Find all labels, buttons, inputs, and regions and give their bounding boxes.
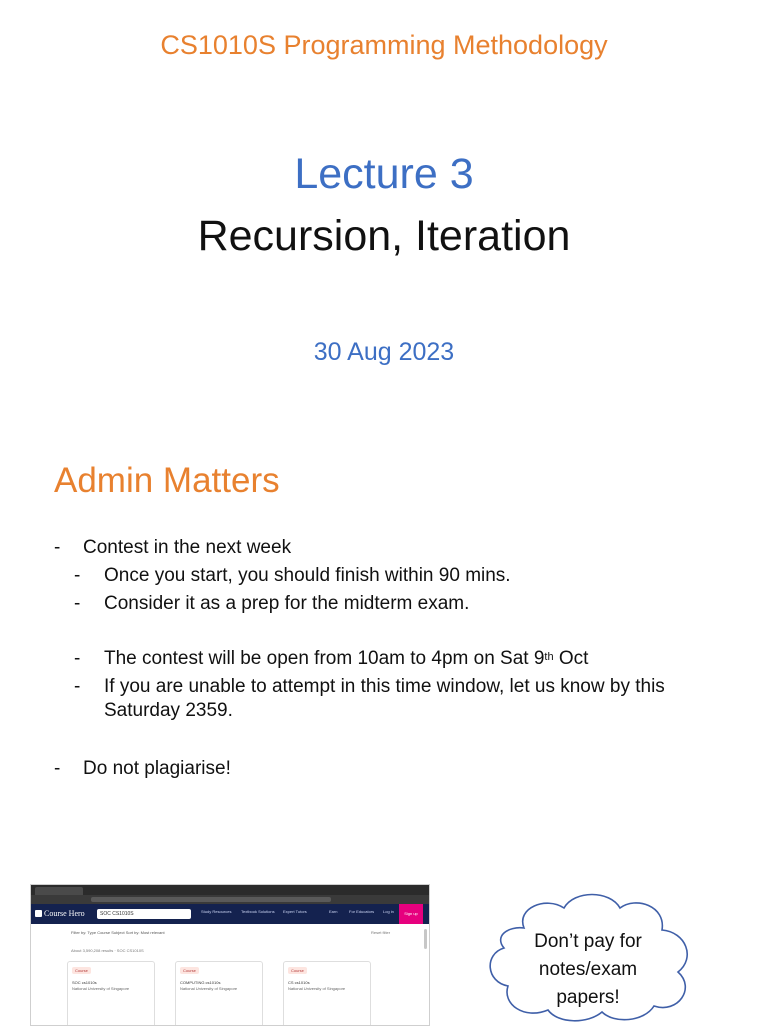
- bullet-open-window: [74, 647, 724, 671]
- result-card: [283, 961, 371, 1026]
- bullet-dash: -: [74, 593, 81, 614]
- card-title: COMPUTING cs1010s: [180, 980, 221, 985]
- screenshot-scrollbar: [424, 929, 427, 949]
- bullet-text: Contest in the next week: [83, 537, 292, 558]
- filter-label: Filter by:: [71, 930, 87, 935]
- bullet-plagiarise: [54, 757, 734, 781]
- site-navbar: [31, 904, 429, 924]
- bullet-text: Consider it as a prep for the midterm exam.: [104, 593, 470, 614]
- card-title: CS cs1010s: [288, 980, 310, 985]
- card-university: National University of Singapore: [180, 986, 238, 991]
- bullet-contest: [54, 536, 734, 560]
- admin-heading: Admin Matters: [54, 461, 280, 500]
- open-text-pre: The contest will be open from 10am to 4pm on Sat 9: [104, 648, 545, 669]
- result-card: [175, 961, 263, 1026]
- bullet-dash: -: [74, 565, 81, 586]
- bullet-prep: [74, 592, 724, 616]
- sort-value: Most relevant: [140, 930, 165, 935]
- cloud-message: [488, 928, 688, 1012]
- bullet-text: If you are unable to attempt in this time window, let us know by this Saturday 2359.: [104, 676, 665, 721]
- coursehero-logo-icon: [35, 910, 42, 917]
- card-university: National University of Singapore: [72, 986, 130, 991]
- card-university: National University of Singapore: [288, 986, 346, 991]
- ordinal-suffix: th: [544, 651, 554, 663]
- browser-url: [91, 897, 331, 902]
- nav-signup: Sign up: [399, 904, 423, 924]
- bullet-dash: -: [54, 758, 61, 779]
- nav-textbook-solutions: Textbook Solutions: [241, 909, 275, 914]
- nav-earn: Earn: [329, 909, 338, 914]
- lecture-number: Lecture 3: [294, 150, 474, 198]
- bullet-unable: [74, 675, 724, 723]
- bullet-text: [74, 647, 724, 671]
- course-title: CS1010S Programming Methodology: [160, 30, 608, 60]
- bullet-dash: -: [74, 676, 81, 697]
- cloud-line-2: notes/exam: [538, 959, 638, 980]
- card-badge: Course: [288, 967, 307, 974]
- nav-login: Log in: [383, 909, 394, 914]
- sort-label: Sort by:: [125, 930, 140, 935]
- open-text-post: Oct: [553, 648, 589, 669]
- nav-expert-tutors: Expert Tutors: [283, 909, 307, 914]
- site-logo-text: Course Hero: [44, 909, 85, 918]
- filter-course: Course: [97, 930, 111, 935]
- nav-educators: For Educators: [349, 909, 375, 914]
- nav-study-resources: Study Resources: [201, 909, 232, 914]
- filter-subject: Subject: [111, 930, 125, 935]
- card-badge: Course: [180, 967, 199, 974]
- bullet-dash: -: [54, 537, 61, 558]
- card-badge: Course: [72, 967, 91, 974]
- filter-type: Type: [87, 930, 97, 935]
- bullet-dash: -: [74, 648, 81, 669]
- bullet-text: Once you start, you should finish within 90 mins.: [104, 565, 511, 586]
- site-logo: [35, 909, 85, 918]
- cloud-line-3: papers!: [556, 987, 620, 1008]
- bullet-finish: [74, 564, 724, 588]
- lecture-date: 30 Aug 2023: [313, 338, 455, 366]
- card-title: SOC cs1010s: [72, 980, 97, 985]
- site-search: SOC CS1010S: [97, 909, 191, 919]
- coursehero-screenshot: [30, 884, 430, 1026]
- results-count: About 3,590,208 results · SOC CS1010S: [71, 948, 144, 953]
- cloud-line-1: Don’t pay for: [534, 931, 642, 952]
- lecture-topic: Recursion, Iteration: [197, 212, 571, 260]
- filter-bar: [71, 930, 165, 935]
- browser-tab: [35, 887, 83, 895]
- result-card: [67, 961, 155, 1026]
- bullet-text: Do not plagiarise!: [83, 758, 231, 779]
- browser-tabbar: [31, 885, 429, 895]
- reset-filter: Reset filter: [371, 930, 391, 935]
- browser-urlbar: [31, 895, 429, 904]
